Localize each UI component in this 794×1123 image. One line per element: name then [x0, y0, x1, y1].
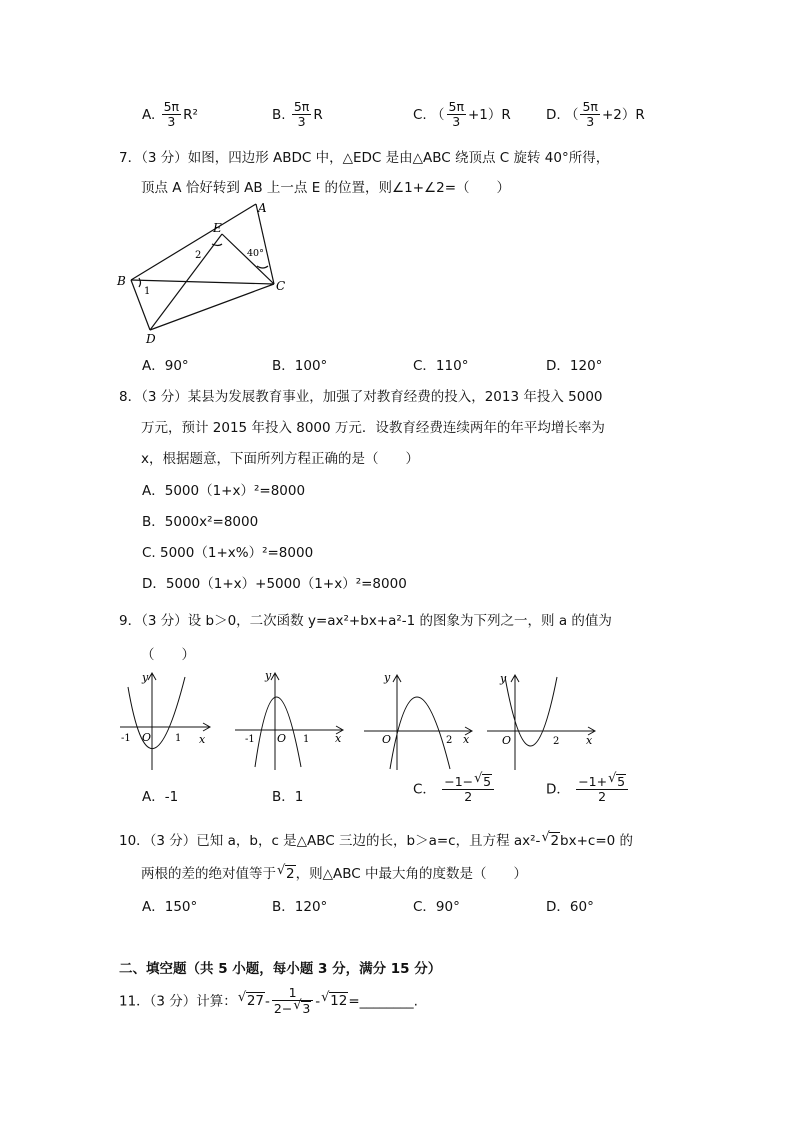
q7-option-b: B．100° — [272, 358, 328, 374]
q7-option-a: A．90° — [142, 358, 189, 374]
fraction: $\frac{-1-√ 5}{2}$ — [442, 774, 494, 805]
q6-option-b: B. $\frac{5\pi}{3}$ R — [272, 99, 323, 130]
fraction: $\frac{5\pi}{3}$ — [163, 99, 180, 130]
x-axis-label: x — [199, 733, 206, 746]
radical: √ 2 — [285, 865, 296, 882]
tick-2-label: 2 — [553, 736, 560, 747]
q6-option-c: C. （ $\frac{5\pi}{3}$ +1）R — [413, 99, 511, 130]
radical: √ 12 — [329, 992, 348, 1009]
answer-blank[interactable]: =________. — [348, 993, 418, 1010]
origin-label: O — [382, 733, 392, 746]
section-heading-fill-blank: 二、填空题（共 5 小题，每小题 3 分，满分 15 分） — [119, 961, 442, 977]
q9-graph-d — [485, 665, 600, 773]
q6-option-a: A. $\frac{5\pi}{3}$ R² — [142, 99, 198, 130]
tick-neg1-label: -1 — [121, 733, 131, 744]
point-b-label: B — [117, 274, 126, 288]
q10-stem-line2: 两根的差的绝对值等于√ 2，则△ABC 中最大角的度数是（ ） — [141, 862, 527, 882]
y-axis-label: y — [142, 671, 149, 684]
q8-stem-line2: 万元，预计 2015 年投入 8000 万元．设教育经费连续两年的年平均增长率为 — [141, 420, 605, 436]
q9-graph-b — [233, 665, 348, 773]
fraction: $\frac{5\pi}{3}$ — [293, 99, 310, 130]
q7-stem-line1: 7．（3 分）如图，四边形 ABDC 中，△EDC 是由△ABC 绕顶点 C 旋转 40°所得， — [119, 150, 610, 166]
x-axis-label: x — [463, 733, 470, 746]
origin-label: O — [277, 732, 287, 745]
tick-1-label: 1 — [175, 733, 182, 744]
q9-option-d: D． $\frac{-1+√ 5}{2}$ — [546, 774, 630, 805]
q7-option-c: C．110° — [413, 358, 469, 374]
fraction: $\frac{1}{2-√ 3}$ — [272, 986, 313, 1017]
q8-option-a: A．5000（1+x）²=8000 — [142, 483, 306, 499]
angle-2-label: 2 — [195, 250, 202, 261]
radical: √ 27 — [246, 992, 265, 1009]
q9-option-b: B．1 — [272, 789, 304, 805]
point-e-label: E — [213, 221, 222, 235]
q10-option-d: D．60° — [546, 899, 594, 915]
q6-option-d: D. （ $\frac{5\pi}{3}$ +2）R — [546, 99, 645, 130]
origin-label: O — [502, 734, 512, 747]
q10-option-b: B．120° — [272, 899, 328, 915]
q7-stem-line2: 顶点 A 恰好转到 AB 上一点 E 的位置，则∠1+∠2=（ ） — [141, 180, 511, 196]
q7-quadrilateral-figure — [112, 200, 302, 348]
y-axis-label: y — [500, 672, 507, 685]
q9-option-c: C． $\frac{-1-√ 5}{2}$ — [413, 774, 496, 805]
y-axis-label: y — [265, 669, 272, 682]
y-axis-label: y — [384, 671, 391, 684]
q8-stem-line3: x，根据题意，下面所列方程正确的是（ ） — [141, 451, 419, 467]
q8-stem-line1: 8．（3 分）某县为发展教育事业，加强了对教育经费的投入，2013 年投入 5000 — [119, 389, 603, 405]
tick-2-label: 2 — [446, 735, 453, 746]
x-axis-label: x — [335, 732, 342, 745]
q10-option-c: C．90° — [413, 899, 460, 915]
fraction: $\frac{5\pi}{3}$ — [448, 99, 464, 130]
point-c-label: C — [276, 279, 286, 293]
q9-graph-c — [362, 665, 477, 773]
fraction: $\frac{-1+√ 5}{2}$ — [576, 774, 628, 805]
radical: √ 2 — [549, 832, 560, 849]
q8-option-d: D．5000（1+x）+5000（1+x）²=8000 — [142, 576, 407, 592]
q11-stem: 11．（3 分）计算：√ 27- $\frac{1}{2-√ 3}$ -√ 12=________. — [119, 986, 418, 1017]
q9-option-a: A．-1 — [142, 789, 179, 805]
q8-option-b: B．5000x²=8000 — [142, 514, 259, 530]
q10-option-a: A．150° — [142, 899, 198, 915]
q7-option-d: D．120° — [546, 358, 603, 374]
q8-option-c: C. 5000（1+x%）²=8000 — [142, 545, 314, 561]
angle-40-label: 40° — [247, 248, 264, 259]
origin-label: O — [142, 731, 152, 744]
q9-graph-a — [115, 665, 215, 773]
tick-neg1-label: -1 — [245, 734, 255, 745]
tick-1-label: 1 — [303, 734, 310, 745]
point-d-label: D — [146, 332, 156, 346]
q9-stem-line2: （ ） — [141, 647, 195, 663]
q9-stem-line1: 9．（3 分）设 b＞0，二次函数 y=ax²+bx+a²-1 的图象为下列之一，则 a 的值为 — [119, 613, 612, 629]
angle-1-label: 1 — [144, 286, 151, 297]
q10-stem-line1: 10．（3 分）已知 a，b，c 是△ABC 三边的长，b＞a=c，且方程 ax²-√ 2bx+c=0 的 — [119, 829, 633, 849]
x-axis-label: x — [586, 734, 593, 747]
point-a-label: A — [258, 201, 267, 215]
fraction: $\frac{5\pi}{3}$ — [582, 99, 598, 130]
